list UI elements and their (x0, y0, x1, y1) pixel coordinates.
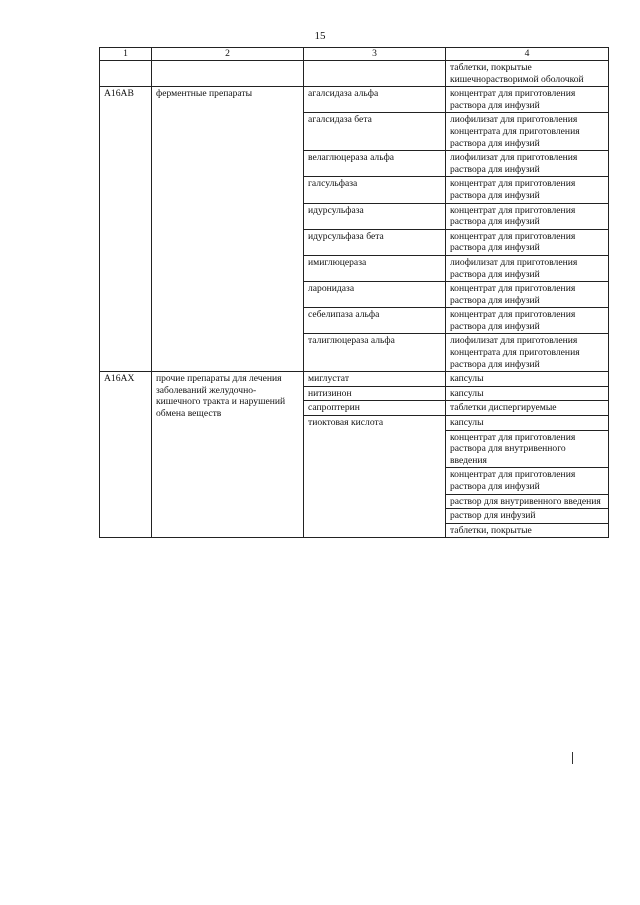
table-body (100, 61, 609, 538)
dosage-form-cell: концентрат для приготовления раствора для инфузий (446, 177, 609, 203)
dosage-form-cell: концентрат для приготовления раствора для инфузий (446, 282, 609, 308)
code-cell: A16AB (100, 87, 152, 372)
column-header: 1 (100, 48, 152, 61)
column-header: 3 (304, 48, 446, 61)
dosage-form-cell: раствор для инфузий (446, 509, 609, 524)
dosage-form-cell: лиофилизат для приготовления концентрата для приготовления раствора для инфузий (446, 334, 609, 372)
drug-name-cell: талиглюцераза альфа (304, 334, 446, 372)
drug-table (99, 47, 609, 538)
dosage-form-cell: концентрат для приготовления раствора для инфузий (446, 308, 609, 334)
drug-name-cell: идурсульфаза бета (304, 229, 446, 255)
dosage-form-cell: лиофилизат для приготовления раствора для инфузий (446, 151, 609, 177)
drug-name-cell: галсульфаза (304, 177, 446, 203)
drug-name-cell: миглустат (304, 372, 446, 387)
margin-mark (572, 752, 573, 764)
dosage-form-cell: капсулы (446, 386, 609, 401)
drug-name-cell: тиоктовая кислота (304, 416, 446, 538)
dosage-form-cell: концентрат для приготовления раствора для инфузий (446, 203, 609, 229)
drug-name-cell: агалсидаза бета (304, 113, 446, 151)
dosage-form-cell: концентрат для приготовления раствора для инфузий (446, 468, 609, 494)
drug-name-cell (304, 61, 446, 87)
dosage-form-cell: капсулы (446, 372, 609, 387)
group-cell: прочие препараты для лечения заболеваний желудочно-кишечного тракта и нарушений обмена веществ (152, 372, 304, 538)
drug-name-cell: себелипаза альфа (304, 308, 446, 334)
dosage-form-cell: лиофилизат для приготовления концентрата для приготовления раствора для инфузий (446, 113, 609, 151)
table-row (100, 372, 609, 387)
dosage-form-cell: таблетки, покрытые кишечнорастворимой оболочкой (446, 61, 609, 87)
dosage-form-cell: концентрат для приготовления раствора для инфузий (446, 229, 609, 255)
drug-name-cell: ларонидаза (304, 282, 446, 308)
group-cell: ферментные препараты (152, 87, 304, 372)
dosage-form-cell: раствор для внутривенного введения (446, 494, 609, 509)
drug-name-cell: имиглюцераза (304, 255, 446, 281)
drug-name-cell: велаглюцераза альфа (304, 151, 446, 177)
header-row (100, 48, 609, 61)
drug-name-cell: идурсульфаза (304, 203, 446, 229)
dosage-form-cell: лиофилизат для приготовления раствора для инфузий (446, 255, 609, 281)
table-row (100, 61, 609, 87)
code-cell (100, 61, 152, 87)
dosage-form-cell: таблетки, покрытые (446, 523, 609, 538)
drug-name-cell: сапроптерин (304, 401, 446, 416)
drug-name-cell: нитизинон (304, 386, 446, 401)
dosage-form-cell: таблетки диспергируемые (446, 401, 609, 416)
group-cell (152, 61, 304, 87)
dosage-form-cell: концентрат для приготовления раствора для инфузий (446, 87, 609, 113)
code-cell: A16AX (100, 372, 152, 538)
drug-name-cell: агалсидаза альфа (304, 87, 446, 113)
column-header: 4 (446, 48, 609, 61)
page-number: 15 (314, 30, 326, 42)
column-header: 2 (152, 48, 304, 61)
table-row (100, 87, 609, 113)
dosage-form-cell: концентрат для приготовления раствора для внутривенного введения (446, 430, 609, 468)
dosage-form-cell: капсулы (446, 416, 609, 431)
